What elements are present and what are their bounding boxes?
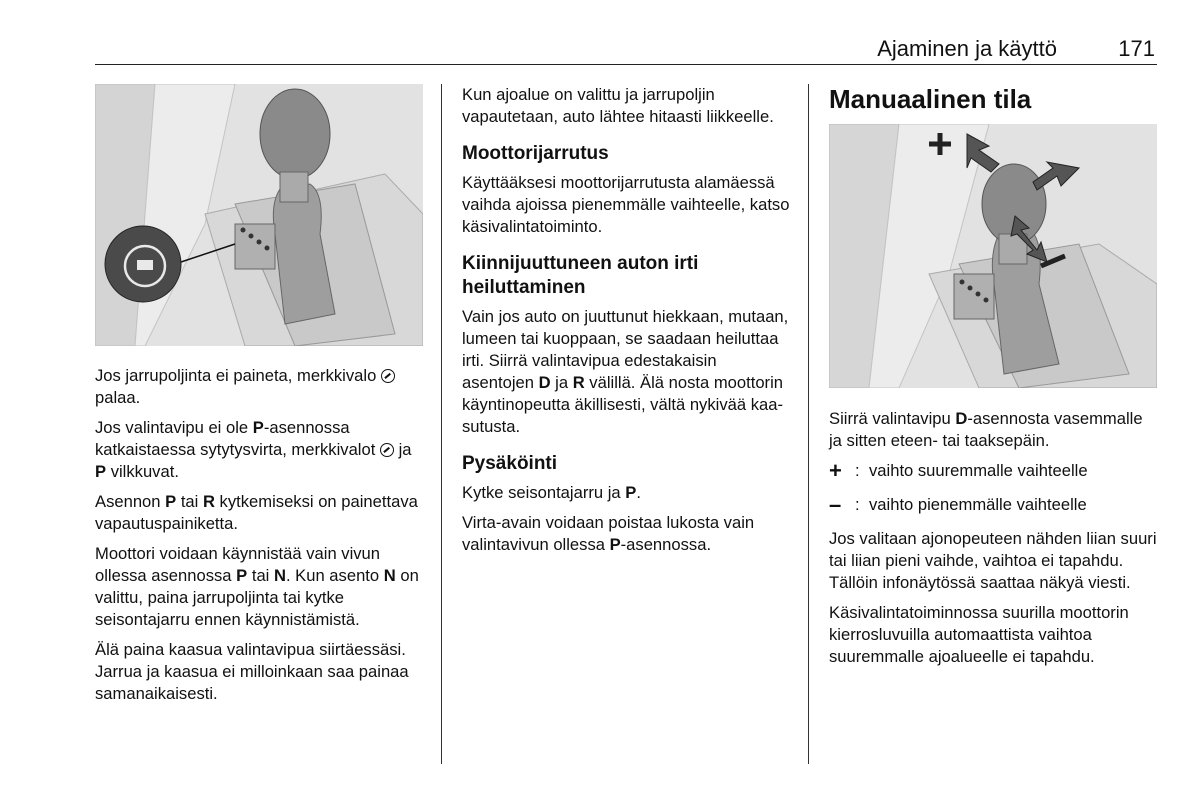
paragraph: Jos valitaan ajonopeuteen nähden liian suuri tai liian pieni vaihde, vaihtoa ei tapahdu. Tällöin infonäytössä saattaa näkyä viesti. <box>829 529 1157 592</box>
paragraph: Virta-avain voidaan poistaa lukosta vain valintavivun ollessa P-asennossa. <box>462 513 755 554</box>
list-item-upshift: + : vaihto suuremmalle vaihteelle <box>829 458 1088 483</box>
list-item-downshift: – : vaihto pienemmälle vaihteelle <box>829 492 1087 517</box>
paragraph: Jos jarrupoljinta ei paineta, merkkivalo palaa. <box>95 365 425 409</box>
page-number: 171 <box>1118 36 1155 61</box>
heading-parking: Pysäköinti <box>462 453 558 474</box>
gear-selector-drawing <box>95 84 423 346</box>
brake-pedal-warning-icon <box>381 369 395 383</box>
paragraph: Älä paina kaasua valintavipua siirtäessäsi. Jarrua ja kaasua ei milloinkaan saa painaa samanaikaisesti. <box>95 640 409 703</box>
paragraph: Kytke seisontajarru ja P. <box>462 483 641 502</box>
manual-shift-drawing <box>829 124 1157 388</box>
paragraph: Vain jos auto on juuttunut hiekkaan, mutaan, lumeen tai kuoppaan, se saadaan heiluttaa irti. Siirrä valintavipua edestakaisin asentojen D ja R välillä. Älä nosta moottorin käyntinopeutta äkillisesti, vältä nykivää kaasutusta. <box>462 307 789 436</box>
plus-symbol: + <box>829 458 842 483</box>
paragraph: Käsivalintatoiminnossa suurilla moottorin kierrosluvuilla automaattista vaihtoa suuremmalle ajoalueelle ei tapahdu. <box>829 603 1129 666</box>
paragraph: Käyttääksesi moottorijarrutusta alamäessä vaihda ajoissa pienemmälle vaihteelle, katso käsivalintatoiminto. <box>462 173 790 236</box>
paragraph: Kun ajoalue on valittu ja jarrupoljin vapautetaan, auto lähtee hitaasti liikkeelle. <box>462 85 774 126</box>
heading-engine-braking: Moottorijarrutus <box>462 143 609 164</box>
section-title: Ajaminen ja käyttö <box>877 36 1057 61</box>
column-divider <box>441 84 442 764</box>
column-1 <box>95 365 425 713</box>
brake-pedal-warning-icon <box>380 443 394 457</box>
paragraph: Siirrä valintavipu D-asennosta vasemmalle ja sitten eteen- tai taaksepäin. <box>829 409 1143 450</box>
paragraph: Moottori voidaan käynnistää vain vivun ollessa asennossa P tai N. Kun asento N on valittu, paina jarrupoljinta tai kytke seisontajarru ennen käynnistämistä. <box>95 544 419 629</box>
column-3-body <box>829 408 1159 676</box>
heading-rocking-free: Kiinnijuuttuneen auton irti heiluttaminen <box>462 253 699 298</box>
column-3 <box>829 84 1159 122</box>
gear-selector-illustration <box>95 84 423 346</box>
minus-symbol: – <box>829 492 842 517</box>
column-2 <box>462 84 792 564</box>
column-divider <box>808 84 809 764</box>
paragraph: Jos valintavipu ei ole P-asennossa katkaistaessa sytytysvirta, merkkivalot ja P vilkkuvat. <box>95 418 412 481</box>
paragraph: Asennon P tai R kytkemiseksi on painettava vapautuspainiketta. <box>95 492 418 533</box>
manual-shift-illustration <box>829 124 1157 388</box>
section-heading-manual-mode: Manuaalinen tila <box>829 84 1032 114</box>
page-header <box>95 36 1157 65</box>
